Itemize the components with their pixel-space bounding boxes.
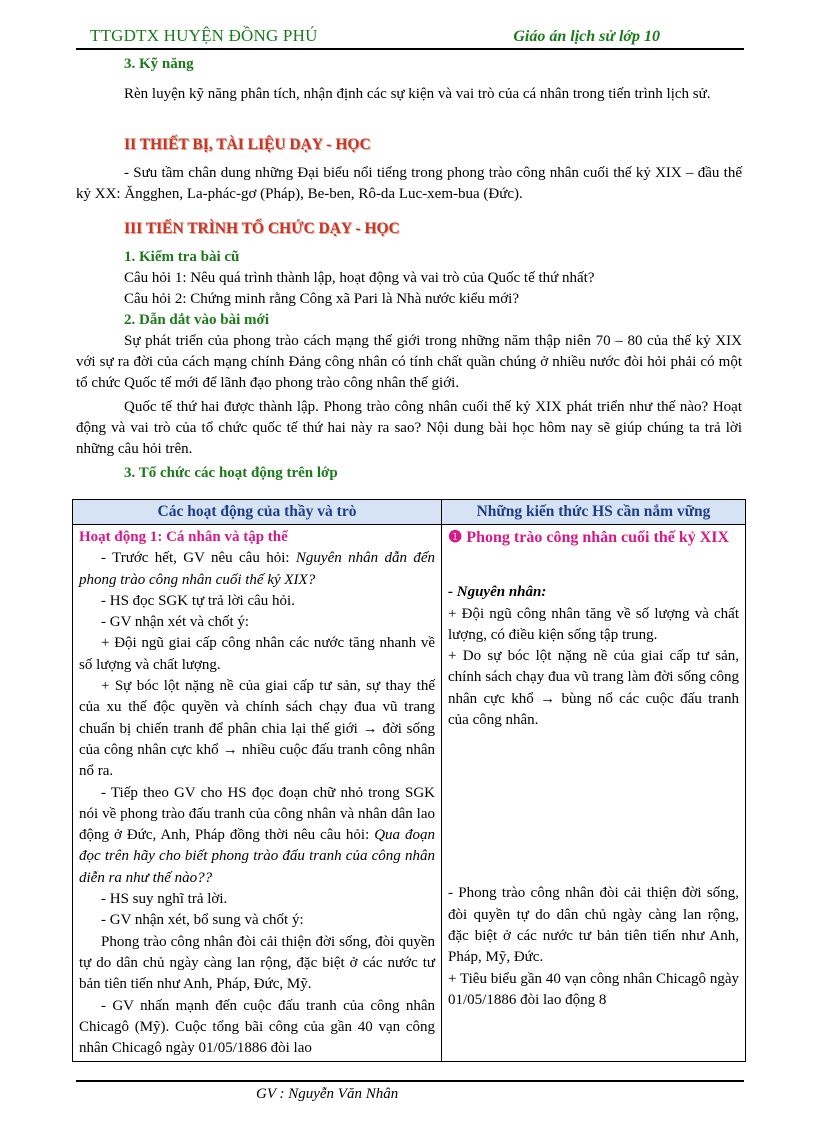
equipment-text: - Sưu tầm chân dung những Đại biểu nổi tiếng trong phong trào công nhân cuối thế kỷ XIX – đầu thế kỷ XX: Ăngghen, La-phác-gơ (Pháp), Be-ben, Rô-da Luc-xem-bua (Đức).	[76, 165, 742, 202]
page-header	[76, 24, 744, 50]
knowledge-cell	[442, 525, 746, 1062]
equipment-section	[76, 134, 742, 205]
knowledge-point: + Tiêu biểu gần 40 vạn công nhân Chicagô ngày 01/05/1886 đòi lao động 8	[448, 970, 739, 1008]
skills-heading: 3. Kỹ năng	[124, 56, 194, 72]
lead-paragraph-1: Sự phát triển của phong trào cách mạng thế giới trong những năm thập niên 70 – 80 của thế kỷ XIX với sự ra đời của cách mạng chính Đảng công nhân có tính chất quần chúng ở nhiều nước đòi hỏi phải có một tổ chức Quốc tế mới để lãnh đạo phong trào công nhân thế giới.	[76, 333, 742, 391]
activity-title: Hoạt động 1: Cá nhân và tập thể	[79, 529, 288, 545]
activity-question-text: Nguyên nhân dẫn đến phong trào công nhân cuối thế kỷ XIX?	[79, 550, 435, 588]
check-heading: 1. Kiểm tra bài cũ	[124, 249, 240, 265]
knowledge-cause: - Nguyên nhân:	[448, 584, 547, 601]
activity-step: - HS suy nghĩ trả lời.	[101, 891, 228, 908]
skills-section	[76, 54, 742, 105]
lesson-table	[72, 499, 746, 1062]
table-header-row	[73, 500, 746, 525]
footer-teacher: GV : Nguyễn Văn Nhân	[256, 1086, 399, 1102]
process-section	[76, 218, 742, 484]
equipment-heading: II THIẾT BỊ, TÀI LIỆU DẠY - HỌC	[124, 136, 371, 153]
knowledge-point: - Phong trào công nhân đòi cải thiện đời sống, đòi quyền tự do dân chủ ngày càng lan rộng, đặc biệt ở các nước tư bản tiên tiến như Anh, Pháp, Mỹ, Đức.	[448, 885, 739, 966]
footer-divider	[76, 1080, 744, 1082]
activity-step: - HS đọc SGK tự trả lời câu hỏi.	[101, 592, 295, 609]
activity-question-prefix: - Tiếp theo GV cho HS đọc đoạn chữ nhỏ trong SGK nói về phong trào đấu tranh của công nhân và nhân dân lao động ở Đức, Anh, Pháp đồng thời nêu câu hỏi:	[79, 784, 435, 844]
table-row	[73, 525, 746, 1062]
activity-question-text: Qua đoạn đọc trên hãy cho biết phong trào đấu tranh của công nhân diễn ra như thế nào??	[79, 827, 435, 886]
header-school: TTGDTX HUYỆN ĐỒNG PHÚ	[90, 26, 318, 45]
lead-heading: 2. Dẫn dắt vào bài mới	[124, 312, 269, 328]
header-subject: Giáo án lịch sử lớp 10	[513, 28, 660, 45]
activity-point: + Đội ngũ giai cấp công nhân các nước tăng nhanh về số lượng và chất lượng.	[79, 635, 435, 673]
activity-step: - GV nhấn mạnh đến cuộc đấu tranh của công nhân Chicagô (Mỹ). Cuộc tổng bãi công của gần 40 vạn công nhân Chicagô ngày 01/05/1886 đòi lao	[79, 997, 435, 1057]
activity-question	[79, 783, 435, 889]
activity-step: - GV nhận xét và chốt ý:	[101, 614, 250, 631]
skills-text: Rèn luyện kỹ năng phân tích, nhận định các sự kiện và vai trò của cá nhân trong tiến trình lịch sử.	[124, 86, 711, 102]
knowledge-title: ❶ Phong trào công nhân cuối thế kỷ XIX	[448, 529, 730, 546]
col-knowledge-header: Những kiến thức HS cần nắm vững	[442, 500, 746, 525]
activity-point: + Sự bóc lột nặng nề của giai cấp tư sản, sự thay thế của xu thế độc quyền và chính sách chạy đua vũ trang chuẩn bị chiến tranh để phân chia lại thế giới → đời sống của công nhân cực khổ → nhiều cuộc đấu tranh công nhân nổ ra.	[79, 678, 435, 780]
activities-cell	[73, 525, 442, 1062]
knowledge-point: + Đội ngũ công nhân tăng về số lượng và chất lượng, có điều kiện sống tập trung.	[448, 605, 739, 643]
knowledge-point: + Do sự bóc lột nặng nề của giai cấp tư sản, chính sách chạy đua vũ trang làm đời sống công nhân cực khổ → bùng nổ các cuộc đấu tranh của công nhân.	[448, 648, 739, 729]
lead-paragraph-2: Quốc tế thứ hai được thành lập. Phong trào công nhân cuối thế kỷ XIX phát triển như thế nào? Hoạt động và vai trò của tổ chức quốc tế thứ hai này ra sao? Nội dung bài học hôm nay sẽ giúp chúng ta trả lời những câu hỏi trên.	[76, 399, 742, 457]
org-heading: 3. Tổ chức các hoạt động trên lớp	[124, 465, 338, 481]
col-activities-header: Các hoạt động của thầy và trò	[73, 500, 442, 525]
process-heading: III TIẾN TRÌNH TỔ CHỨC DẠY - HỌC	[124, 220, 400, 237]
activity-step: - GV nhận xét, bổ sung và chốt ý:	[101, 912, 304, 929]
activity-point: Phong trào công nhân đòi cải thiện đời sống, đòi quyền tự do dân chủ ngày càng lan rộng, đặc biệt ở các nước tư bản tiên tiến như Anh, Pháp, Đức, Mỹ.	[79, 933, 435, 993]
activity-question	[79, 548, 435, 591]
question-2: Câu hỏi 2: Chứng minh rằng Công xã Pari là Nhà nước kiểu mới?	[124, 291, 519, 307]
question-1: Câu hỏi 1: Nêu quá trình thành lập, hoạt động và vai trò của Quốc tế thứ nhất?	[124, 270, 595, 286]
activity-question-prefix: - Trước hết, GV nêu câu hỏi:	[101, 550, 296, 567]
